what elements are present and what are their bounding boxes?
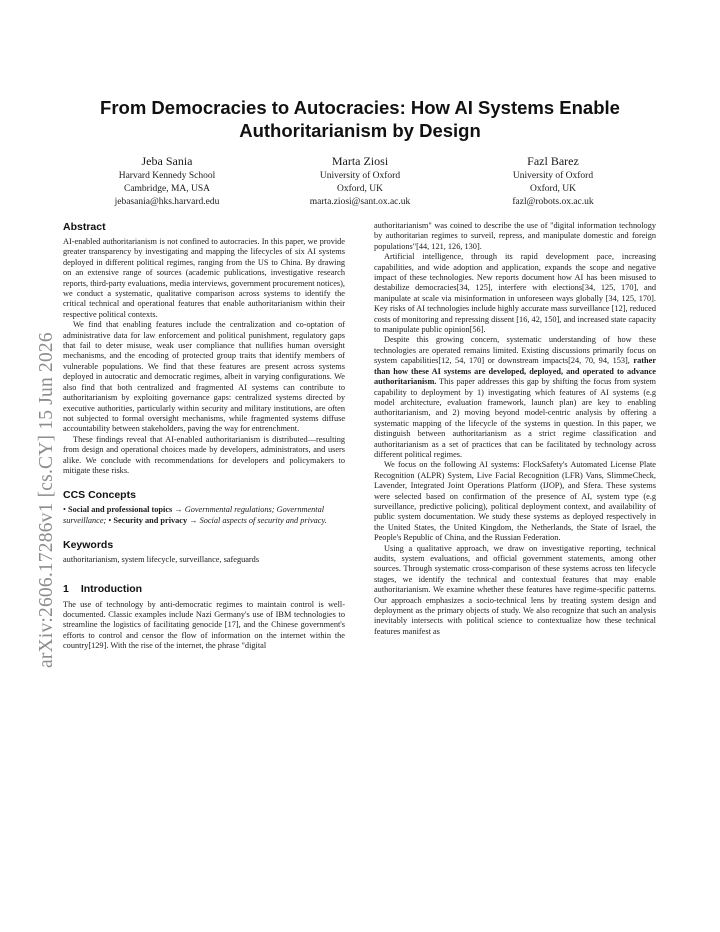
ccs-concept-bold: Social and professional topics [67, 505, 173, 515]
emphasized-text: rather than how these AI systems are developed, deployed, and operated to advance authoritarianism. [374, 356, 656, 387]
abstract-paragraph: These findings reveal that AI-enabled authoritarianism is distributed—resulting from design and operational choices made by developers, administrators, and users alike. We conclude with recommendations for developers and policymakers to mitigate these risks. [63, 434, 345, 475]
abstract-heading: Abstract [63, 221, 106, 233]
author-email: marta.ziosi@sant.ox.ac.uk [309, 197, 411, 207]
right-column [374, 221, 656, 637]
author-2 [260, 153, 460, 209]
ccs-concept-bold: Security and privacy [113, 515, 188, 525]
author-affiliation: Harvard Kennedy School [118, 171, 216, 181]
paper-title-line-2: Authoritarianism by Design [239, 120, 481, 141]
arrow: → [187, 515, 200, 525]
body-paragraph: authoritarianism" was coined to describe the use of "digital information technology by authoritarian regimes to surveil, repress, and manipulate domestic and foreign populations"[44, 121, 126, 130]. [374, 221, 656, 251]
author-location: Cambridge, MA, USA [123, 184, 211, 194]
author-location: Oxford, UK [530, 184, 576, 194]
body-text: Despite this growing concern, systematic understanding of how these technologies are operated remains limited. Existing discussions primarily focus on system capabilities[12, 54, 170] or downstream impacts[24, 70, 94, 153], [374, 335, 656, 366]
arrow: → [172, 505, 185, 515]
introduction-paragraph: The use of technology by anti-democratic regimes to maintain control is well-documented. Classic examples include Nazi Germany's use of IBM technologies to streamline the logistics of facilitating genocide [17], and the Chinese government's efforts to control and censor the flow of information on the internet within the country[129]. With the rise of the internet, the phrase "digital [63, 599, 345, 651]
abstract-paragraph: We find that enabling features include the centralization and co-optation of administrative data for law enforcement and political punishment, regulatory gaps that fail to deter misuse, weak user compliance that nullifies human oversight mechanisms, and the encoding of protected group traits that identify members of vulnerable populations. We find that these features are present across systems deployed in autocratic and democratic regimes, albeit in varying configurations. We also find that both centralized and fragmented AI systems can contribute to authoritarianism by exploiting governance gaps: centralized systems directed by executive authorities, particularly within security and military institutions, are often not subjected to formal oversight mechanisms, while fragmented systems diffuse accountability between stakeholders, paving the way for entrenchment. [63, 320, 345, 434]
paper-title-line-1: From Democracies to Autocracies: How AI Systems Enable [100, 97, 620, 118]
author-email: jebasania@hks.harvard.edu [114, 197, 220, 207]
bullet: • [106, 515, 114, 525]
section-number: 1 [63, 582, 69, 595]
body-paragraph: We focus on the following AI systems: FlockSafety's Automated License Plate Recognition (ALPR) System, Live Facial Recognition (LFR) Vans, SlimmeCheck, Lavender, Integrated Joint Operations Platform (IJOP), and Sfera. These systems were selected based on confirmation of the presence of AI, system type (e.g surveillance, predictive policing), political deployment context, and availability of public system documentation. We study these systems as deployed respectively in the United States, the United Kingdom, the Netherlands, the State of Israel, the People's Republic of China, and the Russian Federation. [374, 460, 656, 543]
author-location: Oxford, UK [337, 184, 383, 194]
ccs-concept-italic: Social aspects of security and privacy. [199, 515, 327, 525]
keywords-text: authoritarianism, system lifecycle, surveillance, safeguards [63, 555, 260, 565]
body-paragraph: Artificial intelligence, through its rapid development pace, increasing capabilities, and wide adoption and application, expands the scope and negative impact of these technologies. New reports document how AI has been misused to destabilize democracies[34, 125], interfere with elections[34, 125, 170], and manipulate at scale via misinformation in unforeseen ways globally [34, 125, 170]. Key risks of AI technologies include highly accurate mass surveillance [12], reduced costs of monitoring and repressing dissent [16, 42, 150], and increased state capacity to manipulate public opinion[56]. [374, 252, 656, 335]
author-name: Jeba Sania [141, 154, 193, 168]
author-3 [453, 153, 653, 209]
arxiv-identifier-stamp: arXiv:2606.17286v1 [cs.CY] 15 Jun 2026 [36, 332, 57, 668]
paper-title [40, 96, 680, 142]
keywords-heading: Keywords [63, 539, 114, 552]
body-paragraph: Using a qualitative approach, we draw on investigative reporting, technical audits, system evaluations, and official government statements, among other sources. Through systematic cross-comparison of these systems across ten lifecycle stages, we identify the technical and contextual features that may enable authoritarianism. We examine whether these features have regime-specific patterns. Our approach emphasizes a socio-technical lens by treating system design and deployment as the primary objects of study. We also recognize that such an analysis inevitably intersects with political science to contextualize how these technical features manifest as [374, 543, 656, 636]
abstract-paragraph: AI-enabled authoritarianism is not confined to autocracies. In this paper, we provide greater transparency by investigating and mapping the lifecycles of six AI systems deployed in different political regimes, ranging from the US to China. By drawing on an extensive range of sources (academic publications, investigative research reports, third-party evaluations, media interviews, government procurement notices), we conduct a systematic, qualitative comparison across systems to identify the critical technical and operational features that enable authoritarianism within their respective political contexts. [63, 237, 345, 319]
ccs-concepts-heading: CCS Concepts [63, 489, 136, 502]
author-name: Marta Ziosi [331, 154, 389, 168]
section-title: Introduction [80, 582, 143, 595]
body-paragraph [374, 335, 656, 460]
ccs-concepts-text [63, 505, 345, 526]
author-name: Fazl Barez [527, 154, 579, 168]
author-affiliation: University of Oxford [319, 171, 401, 181]
author-affiliation: University of Oxford [512, 171, 594, 181]
body-text: This paper addresses this gap by shifting the focus from system capability to deployment by 1) investigating which features of AI systems (e.g model architecture, evaluation framework, launch plan) are key to enabling authoritarianism, and 2) moving beyond model-centric analysis by offering a systematic mapping of the lifecycle of the systems in question. In this paper, we distinguish between authoritarianism as a strict regime classification and authoritarianism as a set of practices that can be facilitated by technology across different political regimes. [374, 377, 656, 459]
ccs-concept-italic: Governmental regulations; Governmental surveillance; [63, 505, 325, 525]
introduction-heading [63, 583, 345, 596]
left-column [63, 221, 345, 652]
author-email: fazl@robots.ox.ac.uk [512, 197, 594, 207]
bullet: • [63, 505, 68, 515]
author-1 [67, 153, 267, 209]
